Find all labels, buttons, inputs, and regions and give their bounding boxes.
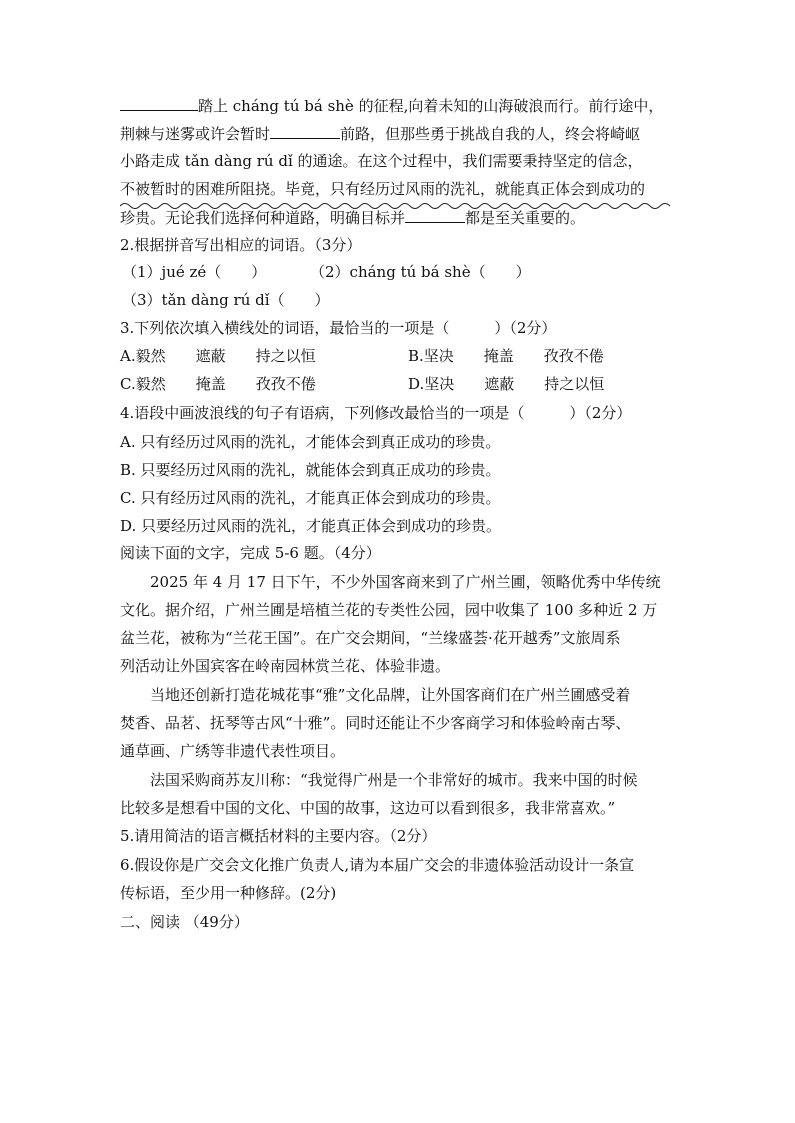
q2-title: 2.根据拼音写出相应的词语。（3分） <box>120 236 362 254</box>
q3-title: 3.下列依次填入横线处的词语，最恰当的一项是（ ）（2分） <box>120 319 557 337</box>
reading-p2-line-1: 当地还创新打造花城花事“雅”文化品牌，让外国客商们在广州兰圃感受着 <box>150 686 631 704</box>
reading-p3-line-2: 比较多是想看中国的文化、中国的故事，这边可以看到很多，我非常喜欢。” <box>120 799 616 817</box>
section-2-title: 二、阅读 （49分） <box>120 913 249 931</box>
q4-option-b[interactable]: B. 只要经历过风雨的洗礼，就能体会到真正成功的珍贵。 <box>120 461 501 479</box>
reading-p1-line-3: 盆兰花，被称为“兰花王国”。在广交会期间，“兰缘盛荟·花开越秀”文旅周系 <box>120 629 621 647</box>
q3-option-b[interactable]: B.坚决 掩盖 孜孜不倦 <box>408 347 604 365</box>
reading-p1-line-2: 文化。据介绍，广州兰圃是培植兰花的专类性公园，园中收集了 100 多种近 2 万 <box>120 601 658 619</box>
passage-line-1: 踏上 cháng tú bá shè 的征程,向着未知的山海破浪而行。前行途中， <box>120 95 663 116</box>
passage-line-2: 荆棘与迷雾或许会暂时 前路，但那些勇于挑战自我的人，终会将崎岖 <box>120 125 641 143</box>
reading-p2-line-2: 焚香、品茗、抚琴等古风“十雅”。同时还能让不少客商学习和体验岭南古琴、 <box>120 714 631 732</box>
reading-p1-line-4: 列活动让外国宾客在岭南园林赏兰花、体验非遗。 <box>120 657 451 675</box>
reading-p2-line-3: 通草画、广绣等非遗代表性项目。 <box>120 742 346 760</box>
q6-line-2: 传标语，至少用一种修辞。(2分) <box>120 884 337 902</box>
q2-item-3: （3）tǎn dàng rú dǐ（ ） <box>122 291 330 309</box>
passage-line-4: 不被暂时的困难所阻挠。毕竟，只有经历过风雨的洗礼，就能真正体会到成功的 <box>120 180 646 198</box>
reading-p1-line-1: 2025 年 4 月 17 日下午，不少外国客商来到了广州兰圃，领略优秀中华传统 <box>150 573 661 591</box>
q3-option-d[interactable]: D.坚决 遮蔽 持之以恒 <box>408 375 605 393</box>
passage-line-5: 珍贵。无论我们选择何种道路，明确目标并 都是至关重要的。 <box>120 209 586 227</box>
q4-title: 4.语段中画波浪线的句子有语病，下列修改最恰当的一项是（ ）（2分） <box>120 404 632 422</box>
q2-item-1: （1）jué zé（ ） <box>122 263 267 281</box>
q4-option-c[interactable]: C. 只有经历过风雨的洗礼，才能真正体会到成功的珍贵。 <box>120 489 501 507</box>
q2-item-2: （2）cháng tú bá shè（ ） <box>310 263 531 281</box>
q4-option-a[interactable]: A. 只有经历过风雨的洗礼，才能体会到真正成功的珍贵。 <box>120 433 501 451</box>
q6-line-1: 6.假设你是广交会文化推广负责人,请为本届广交会的非遗体验活动设计一条宣 <box>120 856 635 874</box>
reading-p3-line-1: 法国采购商苏友川称：“我觉得广州是一个非常好的城市。我来中国的时候 <box>150 771 638 789</box>
q3-option-a[interactable]: A.毅然 遮蔽 持之以恒 <box>120 347 316 365</box>
q5-title: 5.请用简洁的语言概括材料的主要内容。（2分） <box>120 827 437 845</box>
reading-intro: 阅读下面的文字，完成 5-6 题。（4分） <box>120 544 381 562</box>
q3-option-c[interactable]: C.毅然 掩盖 孜孜不倦 <box>120 375 316 393</box>
fill-blank-1[interactable] <box>120 95 198 111</box>
q4-option-d[interactable]: D. 只要经历过风雨的洗礼，才能真正体会到成功的珍贵。 <box>120 517 502 535</box>
passage-line-3: 小路走成 tǎn dàng rú dǐ 的通途。在这个过程中，我们需要秉持坚定的信念， <box>120 152 643 170</box>
fill-blank-2[interactable] <box>270 123 340 139</box>
wavy-underline <box>120 200 680 212</box>
